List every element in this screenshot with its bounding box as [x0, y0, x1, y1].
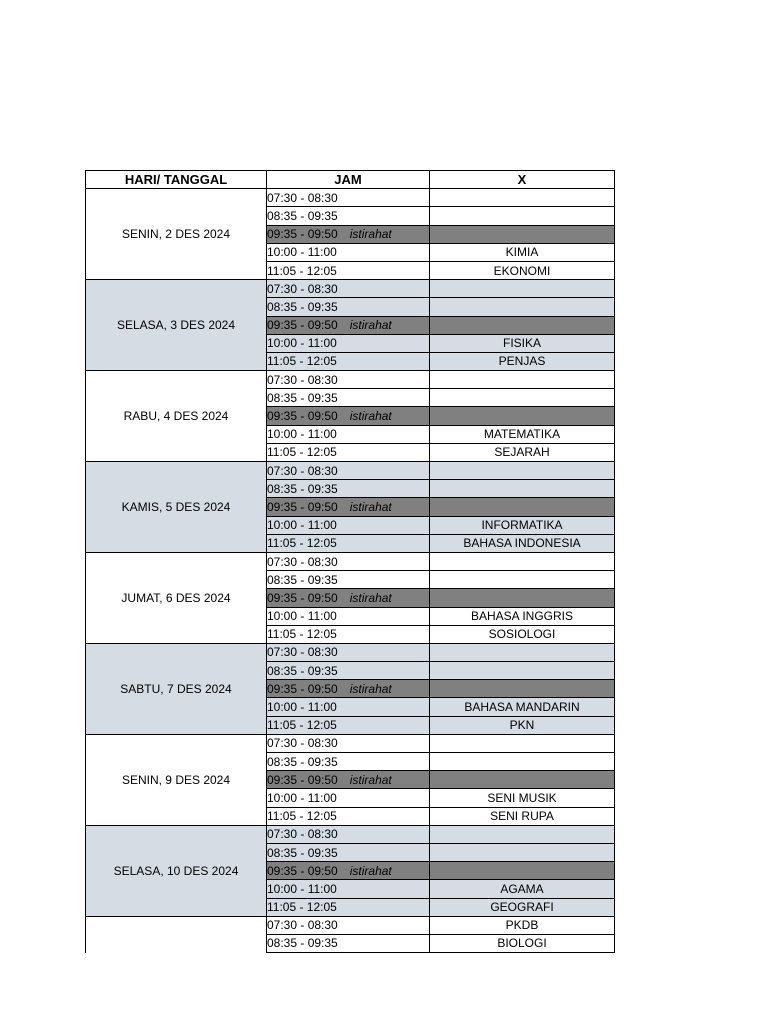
subject-cell: [430, 316, 615, 334]
subject-cell: [430, 280, 615, 298]
subject-cell: [430, 189, 615, 207]
time-cell: [267, 316, 430, 334]
subject-cell: GEOGRAFI: [430, 898, 615, 916]
table-row: [86, 189, 615, 207]
time-cell: [267, 880, 430, 898]
exam-schedule-table: [85, 170, 615, 953]
subject-cell: [430, 734, 615, 752]
time-cell: [267, 261, 430, 279]
time-text: 07:30 - 08:30: [267, 827, 338, 842]
break-note: istirahat: [349, 227, 392, 242]
time-text: 07:30 - 08:30: [267, 463, 338, 478]
subject-cell: [430, 225, 615, 243]
subject-cell: PKDB: [430, 916, 615, 934]
subject-cell: BAHASA INGGRIS: [430, 607, 615, 625]
subject-cell: [430, 389, 615, 407]
time-text: 11:05 - 12:05: [267, 263, 337, 278]
table-row: [86, 643, 615, 661]
day-cell: SELASA, 10 DES 2024: [86, 825, 267, 916]
time-text: 10:00 - 11:00: [267, 881, 337, 896]
time-cell: [267, 352, 430, 370]
subject-cell: INFORMATIKA: [430, 516, 615, 534]
subject-cell: SENI MUSIK: [430, 789, 615, 807]
time-text: 07:30 - 08:30: [267, 372, 338, 387]
time-text: 08:35 - 09:35: [267, 481, 338, 496]
time-cell: [267, 462, 430, 480]
subject-cell: [430, 862, 615, 880]
subject-cell: [430, 771, 615, 789]
time-text: 10:00 - 11:00: [267, 518, 337, 533]
subject-cell: [430, 371, 615, 389]
time-text: 11:05 - 12:05: [267, 354, 337, 369]
subject-cell: BAHASA INDONESIA: [430, 534, 615, 552]
time-text: 09:35 - 09:50: [267, 318, 338, 333]
subject-cell: SEJARAH: [430, 443, 615, 461]
time-text: 09:35 - 09:50: [267, 590, 338, 605]
time-cell: [267, 807, 430, 825]
time-text: 10:00 - 11:00: [267, 700, 337, 715]
header-subject: X: [430, 171, 615, 189]
subject-cell: [430, 552, 615, 570]
header-day: HARI/ TANGGAL: [86, 171, 267, 189]
subject-cell: [430, 843, 615, 861]
time-cell: [267, 189, 430, 207]
time-text: 10:00 - 11:00: [267, 790, 337, 805]
time-text: 08:35 - 09:35: [267, 936, 338, 951]
day-cell: RABU, 4 DES 2024: [86, 371, 267, 462]
time-cell: [267, 552, 430, 570]
time-cell: [267, 771, 430, 789]
time-text: 11:05 - 12:05: [267, 627, 337, 642]
time-cell: [267, 753, 430, 771]
time-cell: [267, 443, 430, 461]
time-cell: [267, 534, 430, 552]
subject-cell: BAHASA MANDARIN: [430, 698, 615, 716]
time-text: 11:05 - 12:05: [267, 445, 337, 460]
time-cell: [267, 298, 430, 316]
table-row: [86, 552, 615, 570]
time-cell: [267, 425, 430, 443]
time-cell: [267, 862, 430, 880]
time-text: 08:35 - 09:35: [267, 572, 338, 587]
time-text: 09:35 - 09:50: [267, 409, 338, 424]
break-note: istirahat: [349, 772, 392, 787]
time-cell: [267, 498, 430, 516]
time-text: 09:35 - 09:50: [267, 499, 338, 514]
subject-cell: [430, 480, 615, 498]
time-text: 09:35 - 09:50: [267, 227, 338, 242]
time-text: 08:35 - 09:35: [267, 754, 338, 769]
time-cell: [267, 607, 430, 625]
time-cell: [267, 516, 430, 534]
subject-cell: PKN: [430, 716, 615, 734]
break-note: istirahat: [349, 499, 392, 514]
time-text: 10:00 - 11:00: [267, 336, 337, 351]
time-text: 07:30 - 08:30: [267, 281, 338, 296]
time-text: 08:35 - 09:35: [267, 663, 338, 678]
time-text: 07:30 - 08:30: [267, 190, 338, 205]
subject-cell: [430, 680, 615, 698]
subject-cell: MATEMATIKA: [430, 425, 615, 443]
time-cell: [267, 734, 430, 752]
table-row: [86, 462, 615, 480]
subject-cell: [430, 462, 615, 480]
time-cell: [267, 625, 430, 643]
subject-cell: [430, 207, 615, 225]
time-cell: [267, 916, 430, 934]
break-note: istirahat: [349, 590, 392, 605]
time-text: 08:35 - 09:35: [267, 845, 338, 860]
subject-cell: [430, 825, 615, 843]
time-cell: [267, 934, 430, 952]
time-text: 10:00 - 11:00: [267, 427, 337, 442]
time-text: 08:35 - 09:35: [267, 299, 338, 314]
time-text: 07:30 - 08:30: [267, 736, 338, 751]
day-cell: SENIN, 9 DES 2024: [86, 734, 267, 825]
time-cell: [267, 643, 430, 661]
subject-cell: [430, 571, 615, 589]
subject-cell: SOSIOLOGI: [430, 625, 615, 643]
time-cell: [267, 243, 430, 261]
break-note: istirahat: [349, 318, 392, 333]
subject-cell: [430, 589, 615, 607]
table-row: [86, 825, 615, 843]
time-cell: [267, 680, 430, 698]
break-note: istirahat: [349, 863, 392, 878]
time-cell: [267, 589, 430, 607]
subject-cell: [430, 498, 615, 516]
table-row: [86, 916, 615, 934]
header-row: [86, 171, 615, 189]
time-text: 08:35 - 09:35: [267, 208, 338, 223]
time-cell: [267, 571, 430, 589]
time-text: 11:05 - 12:05: [267, 536, 337, 551]
time-cell: [267, 389, 430, 407]
subject-cell: [430, 753, 615, 771]
subject-cell: SENI RUPA: [430, 807, 615, 825]
time-text: 07:30 - 08:30: [267, 554, 338, 569]
time-cell: [267, 371, 430, 389]
table-row: [86, 734, 615, 752]
break-note: istirahat: [349, 681, 392, 696]
subject-cell: [430, 298, 615, 316]
subject-cell: AGAMA: [430, 880, 615, 898]
time-cell: [267, 207, 430, 225]
time-text: 08:35 - 09:35: [267, 390, 338, 405]
time-cell: [267, 789, 430, 807]
time-text: 11:05 - 12:05: [267, 718, 337, 733]
time-cell: [267, 843, 430, 861]
time-text: 09:35 - 09:50: [267, 772, 338, 787]
time-cell: [267, 280, 430, 298]
time-text: 07:30 - 08:30: [267, 645, 338, 660]
subject-cell: [430, 662, 615, 680]
time-text: 07:30 - 08:30: [267, 918, 338, 933]
subject-cell: [430, 407, 615, 425]
day-cell: SABTU, 7 DES 2024: [86, 643, 267, 734]
time-cell: [267, 407, 430, 425]
table-row: [86, 280, 615, 298]
time-text: 10:00 - 11:00: [267, 609, 337, 624]
subject-cell: PENJAS: [430, 352, 615, 370]
table-row: [86, 371, 615, 389]
time-text: 09:35 - 09:50: [267, 681, 338, 696]
time-cell: [267, 225, 430, 243]
time-cell: [267, 716, 430, 734]
subject-cell: EKONOMI: [430, 261, 615, 279]
time-cell: [267, 662, 430, 680]
time-text: 11:05 - 12:05: [267, 900, 337, 915]
time-cell: [267, 825, 430, 843]
time-cell: [267, 334, 430, 352]
time-cell: [267, 698, 430, 716]
day-cell: KAMIS, 5 DES 2024: [86, 462, 267, 553]
day-cell: SENIN, 2 DES 2024: [86, 189, 267, 280]
time-text: 10:00 - 11:00: [267, 245, 337, 260]
header-time: JAM: [267, 171, 430, 189]
break-note: istirahat: [349, 409, 392, 424]
subject-cell: KIMIA: [430, 243, 615, 261]
day-cell: JUMAT, 6 DES 2024: [86, 552, 267, 643]
time-text: 09:35 - 09:50: [267, 863, 338, 878]
subject-cell: FISIKA: [430, 334, 615, 352]
time-text: 11:05 - 12:05: [267, 809, 337, 824]
subject-cell: BIOLOGI: [430, 934, 615, 952]
subject-cell: [430, 643, 615, 661]
time-cell: [267, 480, 430, 498]
time-cell: [267, 898, 430, 916]
schedule-body: [86, 189, 615, 953]
day-cell: SELASA, 3 DES 2024: [86, 280, 267, 371]
day-cell: [86, 916, 267, 952]
